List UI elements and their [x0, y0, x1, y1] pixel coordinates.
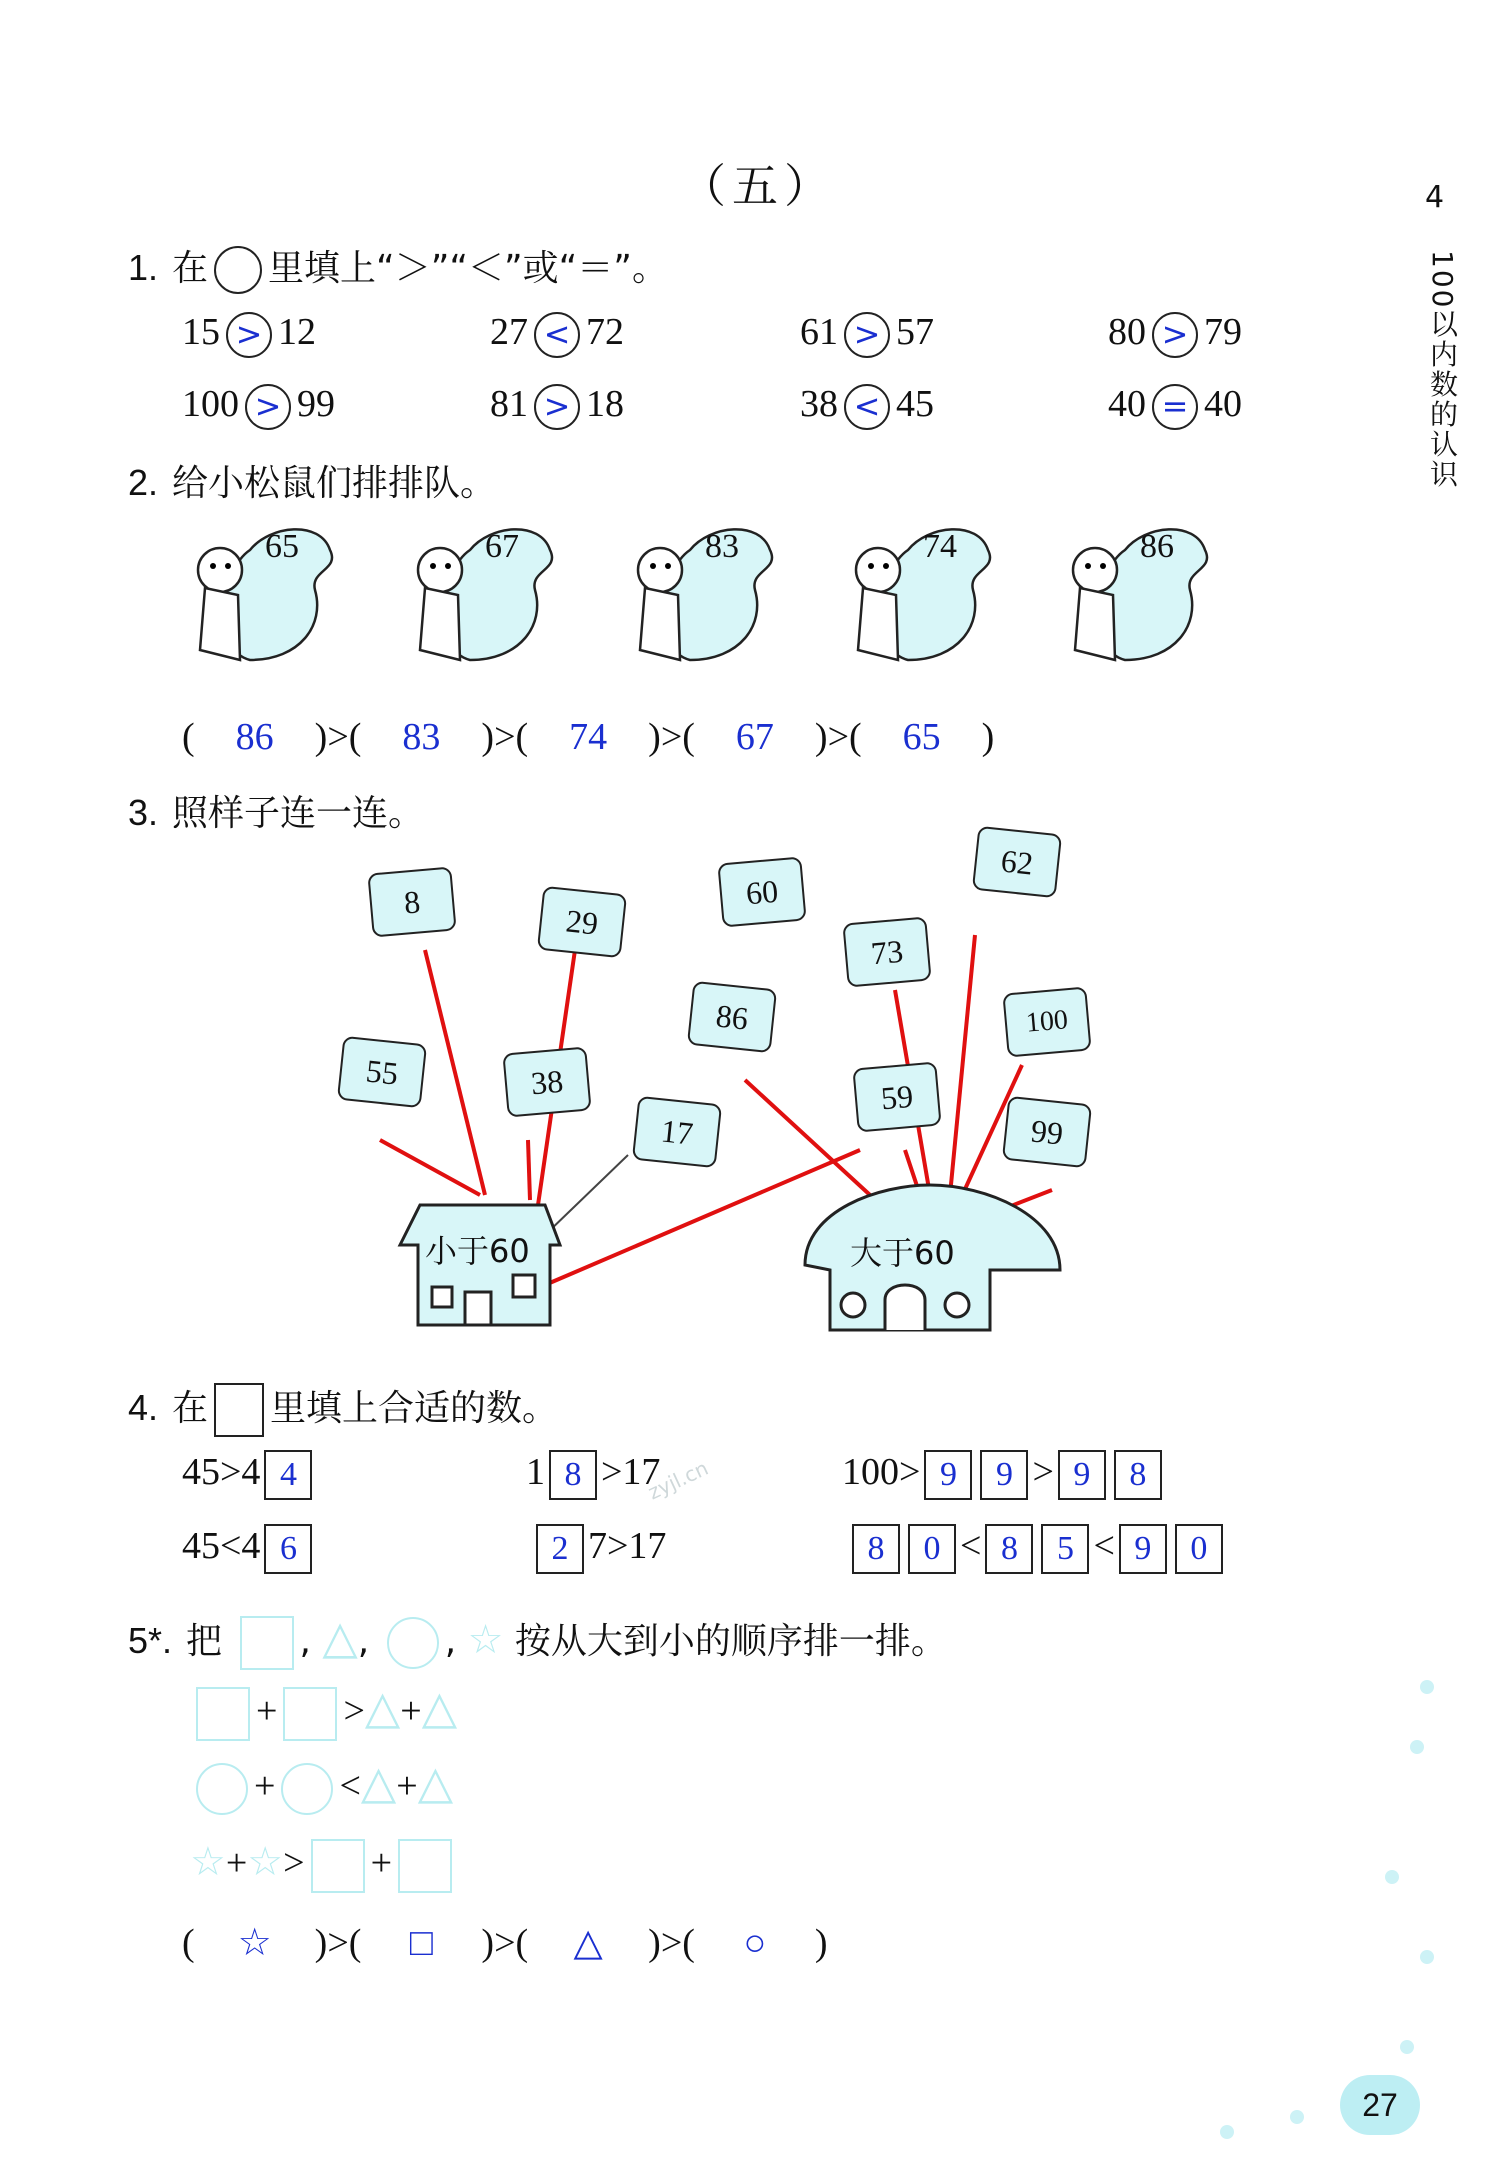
triangle-symbol: △: [364, 1682, 401, 1733]
condition-row-1: + >△+△: [190, 1680, 457, 1741]
squirrel-number: 65: [265, 528, 299, 565]
box-symbol: [214, 1383, 264, 1437]
decor-dot: [1290, 2110, 1304, 2124]
compare-item: 15 > 12: [182, 310, 316, 358]
triangle-symbol: △: [417, 1757, 454, 1808]
square-symbol: [240, 1616, 294, 1670]
question-number: 2.: [128, 462, 159, 503]
number-card[interactable]: 17: [632, 1096, 722, 1168]
answer-box[interactable]: 2: [536, 1524, 584, 1574]
page-title: （五）: [680, 159, 836, 213]
answer-blank[interactable]: 74: [569, 716, 608, 758]
number-card[interactable]: 99: [1002, 1096, 1092, 1168]
number-card[interactable]: 29: [537, 886, 627, 958]
answer-circle[interactable]: >: [844, 312, 890, 358]
answer-box[interactable]: 5: [1041, 1524, 1089, 1574]
answer-box[interactable]: 9: [1119, 1524, 1167, 1574]
squirrel-number: 74: [923, 528, 957, 565]
prompt-text: 照样子连一连。: [172, 793, 425, 834]
compare-item: 81 > 18: [490, 382, 624, 430]
squirrel-number: 67: [485, 528, 519, 565]
condition-row-3: ☆+☆> +: [190, 1838, 458, 1893]
number-card[interactable]: 55: [337, 1036, 427, 1108]
house-label-less: 小于60: [425, 1232, 530, 1270]
square-symbol: [398, 1839, 452, 1893]
circle-symbol: [387, 1617, 439, 1669]
answer-blank[interactable]: 65: [902, 716, 941, 758]
answer-box[interactable]: 8: [1114, 1450, 1162, 1500]
answer-circle[interactable]: >: [226, 312, 272, 358]
question-5-prompt: 5*. 把 , △, , ☆ 按从大到小的顺序排一排。: [128, 1610, 947, 1670]
squirrel-number: 86: [1140, 528, 1174, 565]
answer-box[interactable]: 9: [980, 1450, 1028, 1500]
number-card[interactable]: 8: [367, 866, 456, 937]
answer-box[interactable]: 0: [908, 1524, 956, 1574]
answer-circle[interactable]: >: [1152, 312, 1198, 358]
prompt-text: 在: [172, 1388, 209, 1429]
question-number: 3.: [128, 792, 159, 833]
answer-blank[interactable]: 83: [402, 716, 441, 758]
decor-dot: [1420, 1950, 1434, 1964]
number-card[interactable]: 60: [717, 856, 806, 927]
question-number: 1.: [128, 247, 159, 288]
decor-dot: [1420, 1680, 1434, 1694]
star-symbol: ☆: [467, 1617, 504, 1663]
number-card[interactable]: 86: [687, 981, 777, 1053]
answer-blank[interactable]: □: [409, 1922, 433, 1964]
answer-blank[interactable]: ☆: [237, 1922, 272, 1964]
number-card[interactable]: 38: [502, 1046, 591, 1117]
question-4-prompt: [128, 1380, 558, 1437]
compare-item: 27 < 72: [490, 310, 624, 358]
answer-box[interactable]: 9: [924, 1450, 972, 1500]
prompt-text: 按从大到小的顺序排一排。: [514, 1621, 947, 1662]
compare-item: 40 = 40: [1108, 382, 1242, 430]
page-number: 27: [1340, 2075, 1420, 2135]
answer-box[interactable]: 8: [549, 1450, 597, 1500]
triangle-symbol: △: [322, 1610, 358, 1664]
number-card[interactable]: 100: [1002, 986, 1091, 1057]
circle-symbol: [281, 1763, 333, 1815]
compare-item: 61 > 57: [800, 310, 934, 358]
number-card[interactable]: 62: [972, 826, 1062, 898]
sort-answer-row: ( 86 )>( 83 )>( 74 )>( 67 )>( 65 ): [182, 716, 995, 758]
answer-box[interactable]: 9: [1058, 1450, 1106, 1500]
answer-circle[interactable]: =: [1152, 384, 1198, 430]
answer-blank[interactable]: ○: [743, 1922, 767, 1964]
compare-item: 80 > 79: [1108, 310, 1242, 358]
question-number: 5*.: [128, 1620, 173, 1661]
prompt-text: 里填上合适的数。: [270, 1388, 559, 1429]
prompt-text: 里填上“＞”“＜”或“＝”。: [268, 248, 668, 289]
watermark: zyjl.cn: [644, 1455, 712, 1505]
compare-item: 100 > 99: [182, 382, 335, 430]
squirrel-number: 83: [705, 528, 739, 565]
answer-blank[interactable]: 86: [235, 716, 274, 758]
star-symbol: ☆: [190, 1839, 226, 1884]
square-symbol: [311, 1839, 365, 1893]
answer-circle[interactable]: <: [844, 384, 890, 430]
prompt-text: 给小松鼠们排排队。: [172, 463, 497, 504]
decor-dot: [1385, 1870, 1399, 1884]
answer-box[interactable]: 8: [852, 1524, 900, 1574]
answer-box[interactable]: 8: [985, 1524, 1033, 1574]
chapter-title: 100以内数的认识: [1426, 250, 1459, 490]
square-symbol: [283, 1687, 337, 1741]
answer-box[interactable]: 4: [264, 1450, 312, 1500]
decor-dot: [1410, 1740, 1424, 1754]
decor-dot: [1220, 2125, 1234, 2139]
answer-circle[interactable]: >: [534, 384, 580, 430]
compare-item: 38 < 45: [800, 382, 934, 430]
answer-circle[interactable]: <: [534, 312, 580, 358]
answer-blank[interactable]: 67: [735, 716, 774, 758]
answer-blank[interactable]: △: [573, 1922, 603, 1964]
square-symbol: [196, 1687, 250, 1741]
answer-circle[interactable]: >: [245, 384, 291, 430]
decor-dot: [1400, 2040, 1414, 2054]
circle-symbol: [196, 1763, 248, 1815]
order-answer-row: ( ☆ )>( □ )>( △ )>( ○ ): [182, 1922, 828, 1964]
number-card[interactable]: 59: [852, 1061, 941, 1132]
prompt-text: 把: [186, 1621, 223, 1662]
answer-box[interactable]: 0: [1175, 1524, 1223, 1574]
triangle-symbol: △: [421, 1682, 458, 1733]
prompt-text: 在: [172, 248, 209, 289]
chapter-number: 4: [1425, 180, 1445, 215]
star-symbol: ☆: [247, 1839, 284, 1884]
house-label-greater: 大于60: [850, 1234, 955, 1272]
answer-box[interactable]: 6: [264, 1524, 312, 1574]
triangle-symbol: △: [360, 1757, 397, 1808]
condition-row-2: + <△+△: [190, 1755, 453, 1815]
question-number: 4.: [128, 1387, 159, 1428]
number-card[interactable]: 73: [842, 916, 931, 987]
